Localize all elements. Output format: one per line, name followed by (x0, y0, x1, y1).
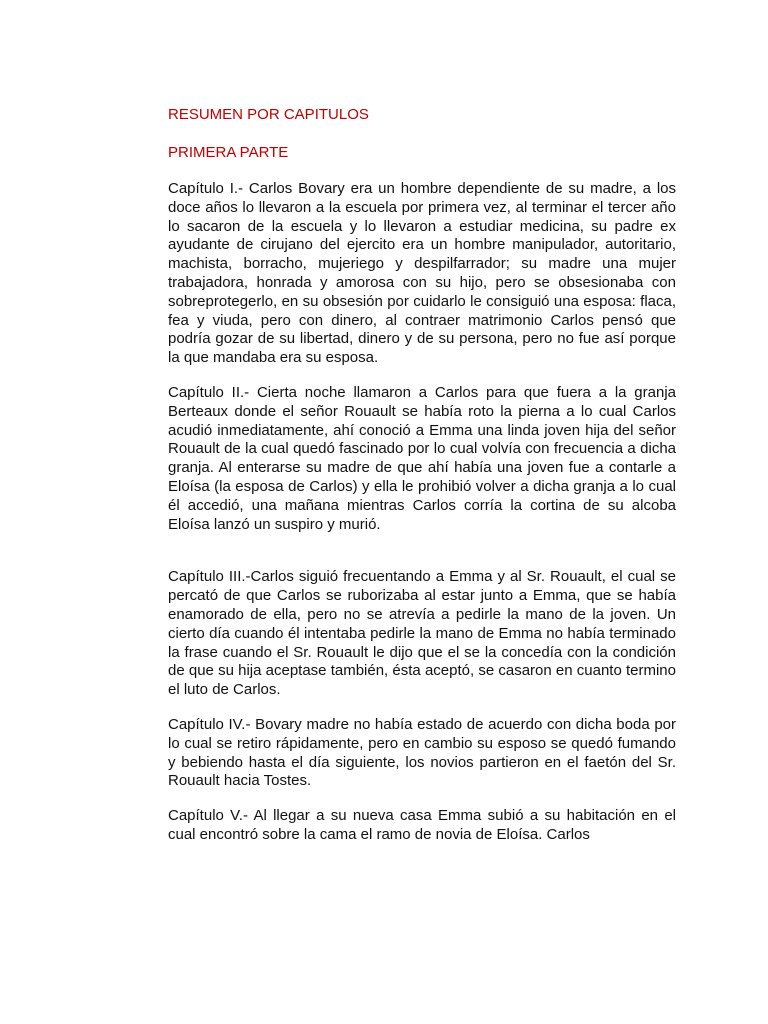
document-page (168, 104, 676, 861)
document-title: RESUMEN POR CAPITULOS (168, 106, 369, 123)
paragraph-chapter-3: Capítulo III.-Carlos siguió frecuentando a Emma y al Sr. Rouault, el cual se percató de que Carlos se ruborizaba al estar junto a Emma, que se había enamorado de ella, pero no se atrevía a pedirle la mano de la joven. Un cierto día cuando él intentaba pedirle la mano de Emma no había terminado la frase cuando el Sr. Rouault le dijo que el se la concedía con la condición de que su hija aceptase también, ésta aceptó, se casaron en cuanto termino el luto de Carlos. (168, 568, 676, 699)
paragraph-chapter-4: Capítulo IV.- Bovary madre no había estado de acuerdo con dicha boda por lo cual se retiro rápidamente, pero en cambio su esposo se quedó fumando y bebiendo hasta el día siguiente, los novios partieron en el faetón del Sr. Rouault hacia Tostes. (168, 715, 676, 790)
paragraph-chapter-5: Capítulo V.- Al llegar a su nueva casa Emma subió a su habitación en el cual encontró sobre la cama el ramo de novia de Eloísa. Carlos (168, 807, 676, 843)
document-subtitle: PRIMERA PARTE (168, 144, 289, 161)
paragraph-chapter-2: Capítulo II.- Cierta noche llamaron a Carlos para que fuera a la granja Berteaux donde el señor Rouault se había roto la pierna a lo cual Carlos acudió inmediatamente, ahí conoció a Emma una linda joven hija del señor Rouault de la cual quedó fascinado por lo cual volvía con frecuencia a dicha granja. Al enterarse su madre de que ahí había una joven fue a contarle a Eloísa (la esposa de Carlos) y ella le prohibió volver a dicha granja a lo cual él accedió, una mañana mientras Carlos corría la cortina de su alcoba Eloísa lanzó un suspiro y murió. (168, 383, 676, 533)
paragraph-chapter-1: Capítulo I.- Carlos Bovary era un hombre dependiente de su madre, a los doce años lo llevaron a la escuela por primera vez, al terminar el tercer año lo sacaron de la escuela y lo llevaron a estudiar medicina, su padre ex ayudante de cirujano del ejercito era un hombre manipulador, autoritario, machista, borracho, mujeriego y despilfarrador; su madre una mujer trabajadora, honrada y amorosa con su hijo, pero se obsesionaba con sobreprotegerlo, en su obsesión por cuidarlo le consiguió una esposa: flaca, fea y viuda, pero con dinero, al contraer matrimonio Carlos pensó que podría gozar de su libertad, dinero y de su persona, pero no fue así porque la que mandaba era su esposa. (168, 180, 676, 367)
